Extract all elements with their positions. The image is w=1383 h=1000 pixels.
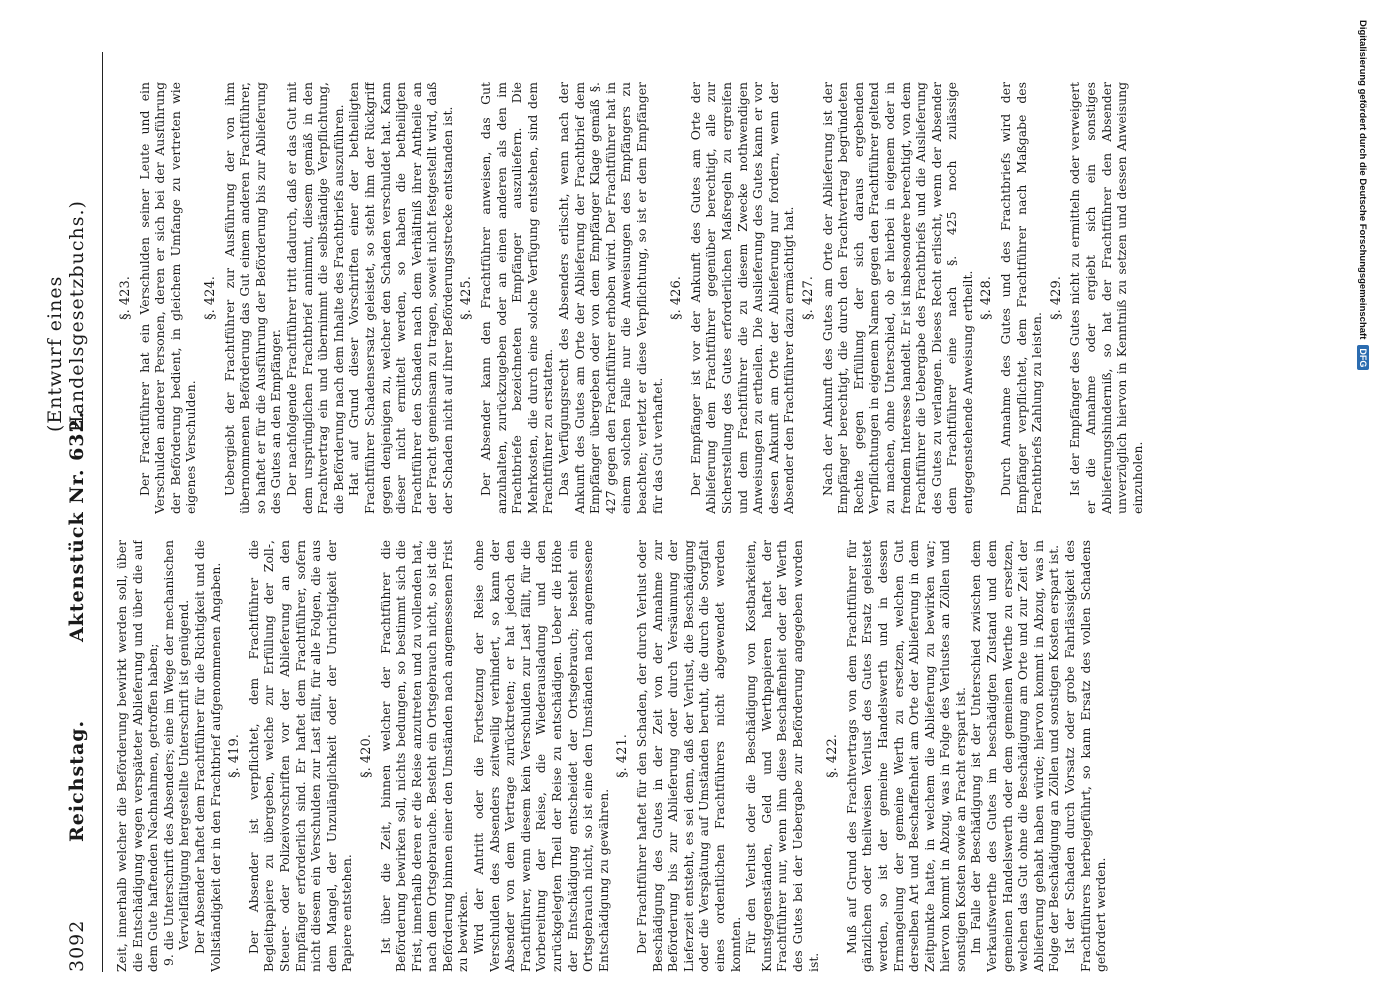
paragraph: Zeit, innerhalb welcher die Beförderung bewirkt werden soll, über die Entschädigung wegen verspäteter Ablieferung und über die auf dem Gute haftenden Nachnahmen, getroffen haben; xyxy=(114,540,161,972)
section-heading: §. 420. xyxy=(358,734,374,778)
section-heading: §. 429. xyxy=(1048,276,1064,320)
paragraph: Für den Verlust oder die Beschädigung von Kostbarkeiten, Kunstgegenständen, Geld und Werthpapieren haftet der Frachtführer nur, wenn ihm diese Beschaffenheit oder der Werth des Gutes bei der Uebergabe zur Beförderung angegeben worden ist. xyxy=(743,540,821,972)
page-content xyxy=(44,52,1312,972)
paragraph: Der Frachtführer hat ein Verschulden seiner Leute und ein Verschulden anderer Personen, deren er sich bei der Ausführung der Beförderung bedient, in gleichem Umfange zu vertreten wie eigenes Verschulden. xyxy=(136,82,199,514)
paragraph: Uebergiebt der Frachtführer zur Ausführung der von ihm übernommenen Beförderung das Gut einem anderen Frachtführer, so haftet er für die Ausführung der Beförderung bis zur Ablieferung des Gutes an den Empfänger. xyxy=(221,82,284,514)
left-column xyxy=(114,540,1304,972)
paragraph: Durch Annahme des Gutes und des Frachtbriefs wird der Empfänger verpflichtet, dem Frachtführer nach Maßgabe des Frachtbriefs Zahlung zu leisten. xyxy=(998,82,1045,514)
paragraph: Der Frachtführer haftet für den Schaden, der durch Verlust oder Beschädigung des Gutes in der Zeit von der Annahme zur Beförderung bis zur Ablieferung oder durch Versäumung der Lieferzeit entsteht, es sei denn, daß der Verlust, die Beschädigung oder die Verspätung auf Umständen beruht, die durch die Sorgfalt eines ordentlichen Frachtführers nicht abgewendet werden konnten. xyxy=(634,540,743,972)
paragraph: Der Absender kann den Frachtführer anweisen, das Gut anzuhalten, zurückzugeben oder an einen anderen als den im Frachtbriefe bezeichneten Empfänger auszuliefern. Die Mehrkosten, die durch eine solche Verfügung entstehen, sind dem Frachtführer zu erstatten. xyxy=(478,82,556,514)
section-heading: §. 421. xyxy=(615,734,631,778)
paragraph: Ist der Empfänger des Gutes nicht zu ermitteln oder verweigert er die Annahme oder ergiebt sich ein sonstiges Ablieferungshinderniß, so hat der Frachtführer den Absender unverzüglich hiervon in Kenntniß zu setzen und dessen Anweisung einzuholen. xyxy=(1067,82,1145,514)
section-heading: §. 422. xyxy=(825,734,841,778)
digitization-credit xyxy=(1351,20,1375,980)
paragraph: Der Absender ist verpflichtet, dem Frachtführer die Begleitpapiere zu übergeben, welche zur Erfüllung der Zoll-, Steuer- oder Polizeivorschriften vor der Ablieferung an den Empfänger erforderlich sind. Er haftet dem Frachtführer, sofern nicht diesem ein Verschulden zur Last fällt, für alle Folgen, die aus dem Mangel, der Unzulänglichkeit oder der Unrichtigkeit der Papiere entstehen. xyxy=(245,540,355,972)
paragraph: Nach der Ankunft des Gutes am Orte der Ablieferung ist der Empfänger berechtigt, die durch den Frachtvertrag begründeten Rechte gegen Erfüllung der sich daraus ergebenden Verpflichtungen in eigenem Namen gegen den Frachtführer geltend zu machen, ohne Unterschied, ob er hierbei in eigenem oder in fremdem Interesse handelt. Er ist insbesondere berechtigt, von dem Frachtführer die Uebergabe des Frachtbriefs und die Auslieferung des Gutes zu verlangen. Dieses Recht erlischt, wenn der Absender dem Frachtführer eine nach §. 425 noch zulässige entgegenstehende Anweisung ertheilt. xyxy=(819,82,975,514)
section-heading: §. 424. xyxy=(202,276,218,320)
paragraph: Das Verfügungsrecht des Absenders erlischt, wenn nach der Ankunft des Gutes am Orte der Ablieferung der Frachtbrief dem Empfänger übergeben oder von dem Empfänger Klage gemäß §. 427 gegen den Frachtführer erhoben wird. Der Frachtführer hat in einem solchen Falle nur die Anweisungen des Empfängers zu beachten; verletzt er diese Verpflichtung, so ist er dem Empfänger für das Gut verhaftet. xyxy=(556,82,665,514)
page-header xyxy=(44,52,100,972)
section-heading: §. 423. xyxy=(118,276,133,320)
header-right-title: (Entwurf eines Handelsgesetzbuchs.) xyxy=(44,200,88,432)
paragraph: Wird der Antritt oder die Fortsetzung der Reise ohne Verschulden des Absenders zeitweilig verhindert, so kann der Absender von dem Vertrage zurücktreten; er hat jedoch den Frachtführer, wenn diesem kein Verschulden zur Last fällt, für die Vorbereitung der Reise, die Wiederausladung und den zurückgelegten Theil der Reise zu entschädigen. Ueber die Höhe der Entschädigung entscheidet der Ortsgebrauch; besteht ein Ortsgebrauch nicht, so ist eine den Umständen nach angemessene Entschädigung zu gewähren. xyxy=(471,540,611,972)
paragraph: Der nachfolgende Frachtführer tritt dadurch, daß er das Gut mit dem ursprünglichen Frachtbrief annimmt, diesem gemäß in den Frachtvertrag ein und übernimmt die selbständige Verpflichtung, die Beförderung nach dem Inhalte des Frachtbriefs auszuführen. xyxy=(283,82,346,514)
paragraph: Der Absender haftet dem Frachtführer für die Richtigkeit und die Vollständigkeit der in den Frachtbrief aufgenommenen Angaben. xyxy=(191,540,223,972)
section-heading: §. 428. xyxy=(979,276,995,320)
section-heading: §. 426. xyxy=(669,276,685,320)
paragraph: Ist der Schaden durch Vorsatz oder grobe Fahrlässigkeit des Frachtführers herbeigeführt, so kann Ersatz des vollen Schadens gefordert werden. xyxy=(1062,540,1109,972)
right-column xyxy=(114,82,1304,514)
paragraph: Der Empfänger ist vor der Ankunft des Gutes am Orte der Ablieferung dem Frachtführer gegenüber berechtigt, alle zur Sicherstellung des Gutes erforderlichen Maßregeln zu ergreifen und dem Frachtführer die zu diesem Zwecke nothwendigen Anweisungen zu ertheilen. Die Auslieferung des Gutes kann er vor dessen Ankunft am Orte der Ablieferung nur fordern, wenn der Absender den Frachtführer dazu ermächtigt hat. xyxy=(687,82,797,514)
paragraph: Ist über die Zeit, binnen welcher der Frachtführer die Beförderung bewirken soll, nichts bedungen, so bestimmt sich die Frist, innerhalb deren er die Reise anzutreten und zu vollenden hat, nach dem Ortsgebrauche. Besteht ein Ortsgebrauch nicht, so ist die Beförderung binnen einer den Umständen nach angemessenen Frist zu bewirken. xyxy=(377,540,471,972)
digitization-note: Digitalisierung gefördert durch die Deutsche Forschungsgemeinschaft xyxy=(1357,20,1369,340)
paragraph: Im Falle der Beschädigung ist der Unterschied zwischen dem Verkaufswerthe des Gutes im beschädigten Zustand und dem gemeinen Handelswerth oder dem gemeinen Werthe zu ersetzen, welchen das Gut ohne die Beschädigung am Orte und zur Zeit der Ablieferung gehabt haben würde; hiervon kommt in Abzug, was in Folge der Beschädigung an Zöllen und sonstigen Kosten erspart ist. xyxy=(968,540,1062,972)
paragraph: Hat auf Grund dieser Vorschriften einer der betheiligten Frachtführer Schadensersatz geleistet, so steht ihm der Rückgriff gegen denjenigen zu, welcher den Schaden verschuldet hat. Kann dieser nicht ermittelt werden, so haben die betheiligten Frachtführer den Schaden nach dem Verhältniß ihrer Antheile an der Fracht gemeinsam zu tragen, soweit nicht festgestellt wird, daß der Schaden nicht auf ihrer Beförderungsstrecke entstanden ist. xyxy=(346,82,455,514)
list-item: 9. die Unterschrift des Absenders; eine im Wege der mechanischen Vervielfältigung hergestellte Unterschrift ist genügend. xyxy=(160,540,192,966)
dfg-logo: DFG xyxy=(1357,345,1369,370)
section-heading: §. 425. xyxy=(459,276,475,320)
page-number: 3092 xyxy=(66,919,88,972)
header-rule xyxy=(102,52,103,972)
section-heading: §. 419. xyxy=(227,734,243,778)
paragraph: Muß auf Grund des Frachtvertrags von dem Frachtführer für gänzlichen oder theilweisen Verlust des Gutes Ersatz geleistet werden, so ist der gemeine Handelswerth und in dessen Ermangelung der gemeine Werth zu ersetzen, welchen Gut derselben Art und Beschaffenheit am Orte der Ablieferung in dem Zeitpunkte hatte, in welchem die Ablieferung zu bewirken war; hiervon kommt in Abzug, was in Folge des Verlustes an Zöllen und sonstigen Kosten sowie an Fracht erspart ist. xyxy=(843,540,968,972)
section-heading: §. 427. xyxy=(800,276,816,320)
header-left-title: Reichstag. xyxy=(66,719,88,842)
digitization-credit-text xyxy=(1351,20,1375,980)
header-document-title: Aktenstück Nr. 632. xyxy=(66,410,88,642)
